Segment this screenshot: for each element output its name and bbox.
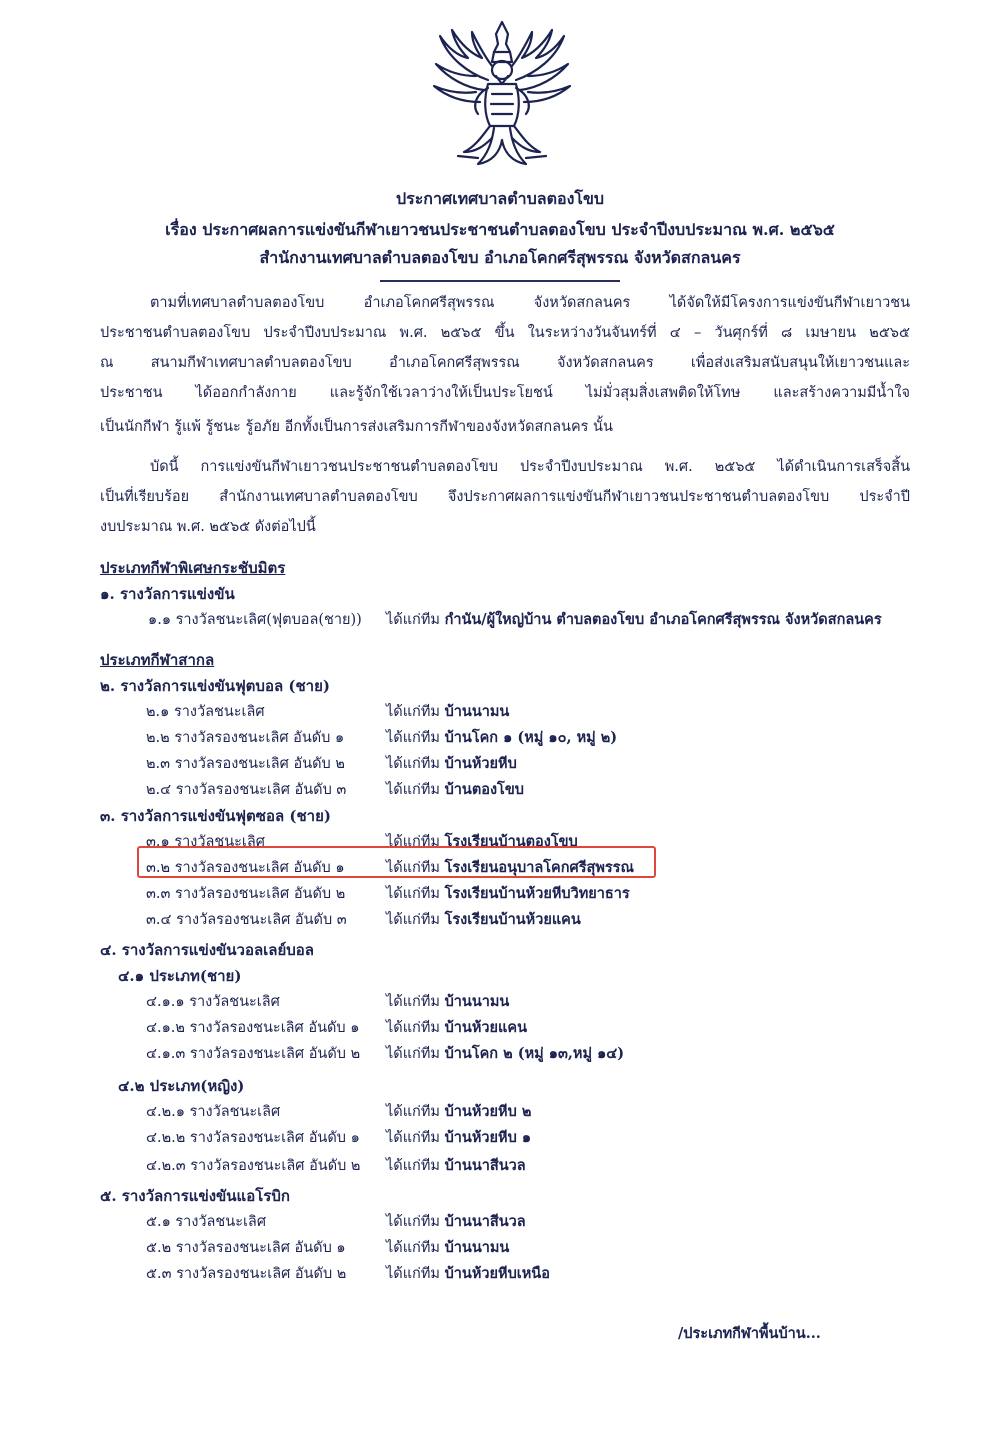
award-winner: ได้แก่ทีม บ้านนามน xyxy=(386,703,510,720)
award-label: ๔.๒.๑ รางวัลชนะเลิศ xyxy=(146,1104,281,1120)
award-winner: ได้แก่ทีม โรงเรียนอนุบาลโคกศรีสุพรรณ xyxy=(386,859,634,876)
award-winner: ได้แก่ทีม บ้านตองโขบ xyxy=(386,781,524,798)
award-winner: ได้แก่ทีม บ้านนาสีนวล xyxy=(386,1157,526,1174)
announcement-issuer: สำนักงานเทศบาลตำบลตองโขบ อำเภอโคกศรีสุพรรณ จังหวัดสกลนคร xyxy=(259,248,741,267)
award-label: ๔.๑.๑ รางวัลชนะเลิศ xyxy=(146,994,280,1010)
subcategory-heading: ๔.๑ ประเภท(ชาย) xyxy=(118,967,242,985)
section-title: ประเภทกีฬาพิเศษกระชับมิตร xyxy=(100,559,286,577)
continuation-note: /ประเภทกีฬาพื้นบ้าน... xyxy=(678,1325,821,1342)
category-heading: ๔. รางวัลการแข่งขันวอลเลย์บอล xyxy=(100,941,314,959)
award-row xyxy=(0,1154,1000,1180)
award-winner: ได้แก่ทีม บ้านห้วยหีบ xyxy=(386,755,517,772)
category-heading: ๕. รางวัลการแข่งขันแอโรบิก xyxy=(100,1187,290,1205)
award-label: ๒.๒ รางวัลรองชนะเลิศ อันดับ ๑ xyxy=(146,730,345,746)
garuda-emblem-icon xyxy=(418,18,586,172)
paragraph-line: ตามที่เทศบาลตำบลตองโขบ อำเภอโคกศรีสุพรรณ จังหวัดสกลนคร ได้จัดให้มีโครงการแข่งขันกีฬาเยาวชน xyxy=(150,295,910,311)
award-label: ๒.๑ รางวัลชนะเลิศ xyxy=(146,704,265,720)
award-row xyxy=(0,1262,1000,1288)
award-winner: ได้แก่ทีม บ้านนาสีนวล xyxy=(386,1213,526,1230)
subcategory-heading: ๔.๒ ประเภท(หญิง) xyxy=(118,1077,245,1095)
award-row xyxy=(0,700,1000,726)
paragraph-line: ประชาชน ได้ออกกำลังกาย และรู้จักใช้เวลาว่างให้เป็นประโยชน์ ไม่มั่วสุมสิ่งเสพติดให้โทษ และสร้างความมีน้ำใจ xyxy=(100,385,910,401)
award-label: ๒.๔ รางวัลรองชนะเลิศ อันดับ ๓ xyxy=(146,782,347,798)
award-label: ๕.๒ รางวัลรองชนะเลิศ อันดับ ๑ xyxy=(146,1240,346,1256)
announcement-subject: เรื่อง ประกาศผลการแข่งขันกีฬาเยาวชนประชาชนตำบลตองโขบ ประจำปีงบประมาณ พ.ศ. ๒๕๖๕ xyxy=(165,220,835,239)
section-title: ประเภทกีฬาสากล xyxy=(100,651,215,669)
award-label: ๓.๑ รางวัลชนะเลิศ xyxy=(146,834,265,850)
category-heading: ๒. รางวัลการแข่งขันฟุตบอล (ชาย) xyxy=(100,677,330,695)
award-row xyxy=(0,1042,1000,1068)
category-heading: ๑. รางวัลการแข่งขัน xyxy=(100,585,235,603)
award-row xyxy=(0,1210,1000,1236)
award-winner: ได้แก่ทีม บ้านโคก ๑ (หมู่ ๑๐, หมู่ ๒) xyxy=(386,729,618,746)
award-row xyxy=(0,1126,1000,1152)
award-label: ๔.๑.๓ รางวัลรองชนะเลิศ อันดับ ๒ xyxy=(146,1046,361,1062)
paragraph-line: เป็นนักกีฬา รู้แพ้ รู้ชนะ รู้อภัย อีกทั้งเป็นการส่งเสริมการกีฬาของจังหวัดสกลนคร นั้น xyxy=(100,419,613,435)
award-row xyxy=(0,778,1000,804)
paragraph-line: ณ สนามกีฬาเทศบาลตำบลตองโขบ อำเภอโคกศรีสุพรรณ จังหวัดสกลนคร เพื่อส่งเสริมสนับสนุนให้เยาวชนและ xyxy=(100,355,910,371)
paragraph-line: เป็นที่เรียบร้อย สำนักงานเทศบาลตำบลตองโขบ จึงประกาศผลการแข่งขันกีฬาเยาวชนประชาชนตำบลตองโขบ ประจำปี xyxy=(100,489,910,505)
award-row xyxy=(0,608,1000,634)
award-winner: ได้แก่ทีม กำนัน/ผู้ใหญ่บ้าน ตำบลตองโขบ อำเภอโคกศรีสุพรรณ จังหวัดสกลนคร xyxy=(386,611,882,628)
highlight-box xyxy=(137,846,656,878)
award-label: ๓.๓ รางวัลรองชนะเลิศ อันดับ ๒ xyxy=(146,886,346,902)
header-divider xyxy=(380,280,620,282)
award-winner: ได้แก่ทีม โรงเรียนบ้านตองโขบ xyxy=(386,833,578,850)
award-winner: ได้แก่ทีม โรงเรียนบ้านห้วยแคน xyxy=(386,911,581,928)
award-row xyxy=(0,882,1000,908)
announcement-heading: ประกาศเทศบาลตำบลตองโขบ xyxy=(395,189,605,208)
award-label: ๔.๒.๓ รางวัลรองชนะเลิศ อันดับ ๒ xyxy=(146,1158,361,1174)
paragraph-line: งบประมาณ พ.ศ. ๒๕๖๕ ดังต่อไปนี้ xyxy=(100,519,316,535)
paragraph-line: ประชาชนตำบลตองโขบ ประจำปีงบประมาณ พ.ศ. ๒๕๖๕ ขึ้น ในระหว่างวันจันทร์ที่ ๔ – วันศุกร์ที่ ๘ เมษายน ๒๕๖๕ xyxy=(100,325,910,341)
award-label: ๔.๒.๒ รางวัลรองชนะเลิศ อันดับ ๑ xyxy=(146,1130,360,1146)
award-winner: ได้แก่ทีม บ้านห้วยหีบ ๒ xyxy=(386,1103,532,1120)
award-label: ๒.๓ รางวัลรองชนะเลิศ อันดับ ๒ xyxy=(146,756,345,772)
award-winner: ได้แก่ทีม บ้านโคก ๒ (หมู่ ๑๓,หมู่ ๑๔) xyxy=(386,1045,625,1062)
award-label: ๑.๑ รางวัลชนะเลิศ(ฟุตบอล(ชาย)) xyxy=(148,612,362,628)
award-label: ๓.๒ รางวัลรองชนะเลิศ อันดับ ๑ xyxy=(146,860,345,876)
award-label: ๕.๑ รางวัลชนะเลิศ xyxy=(146,1214,267,1230)
award-winner: ได้แก่ทีม บ้านห้วยแคน xyxy=(386,1019,527,1036)
award-winner: ได้แก่ทีม บ้านห้วยหีบเหนือ xyxy=(386,1265,550,1282)
award-row xyxy=(0,1016,1000,1042)
award-row xyxy=(0,752,1000,778)
award-winner: ได้แก่ทีม บ้านนามน xyxy=(386,993,510,1010)
award-row xyxy=(0,1100,1000,1126)
award-winner: ได้แก่ทีม บ้านนามน xyxy=(386,1239,510,1256)
award-label: ๔.๑.๒ รางวัลรองชนะเลิศ อันดับ ๑ xyxy=(146,1020,360,1036)
award-label: ๕.๓ รางวัลรองชนะเลิศ อันดับ ๒ xyxy=(146,1266,347,1282)
award-winner: ได้แก่ทีม บ้านห้วยหีบ ๑ xyxy=(386,1129,532,1146)
award-row xyxy=(0,726,1000,752)
award-row xyxy=(0,990,1000,1016)
award-winner: ได้แก่ทีม โรงเรียนบ้านห้วยหีบวิทยาธาร xyxy=(386,885,630,902)
award-label: ๓.๔ รางวัลรองชนะเลิศ อันดับ ๓ xyxy=(146,912,347,928)
category-heading: ๓. รางวัลการแข่งขันฟุตซอล (ชาย) xyxy=(100,807,331,825)
award-row xyxy=(0,1236,1000,1262)
paragraph-line: บัดนี้ การแข่งขันกีฬาเยาวชนประชาชนตำบลตองโขบ ประจำปีงบประมาณ พ.ศ. ๒๕๖๕ ได้ดำเนินการเสร็จสิ้น xyxy=(150,459,910,475)
award-row xyxy=(0,908,1000,934)
